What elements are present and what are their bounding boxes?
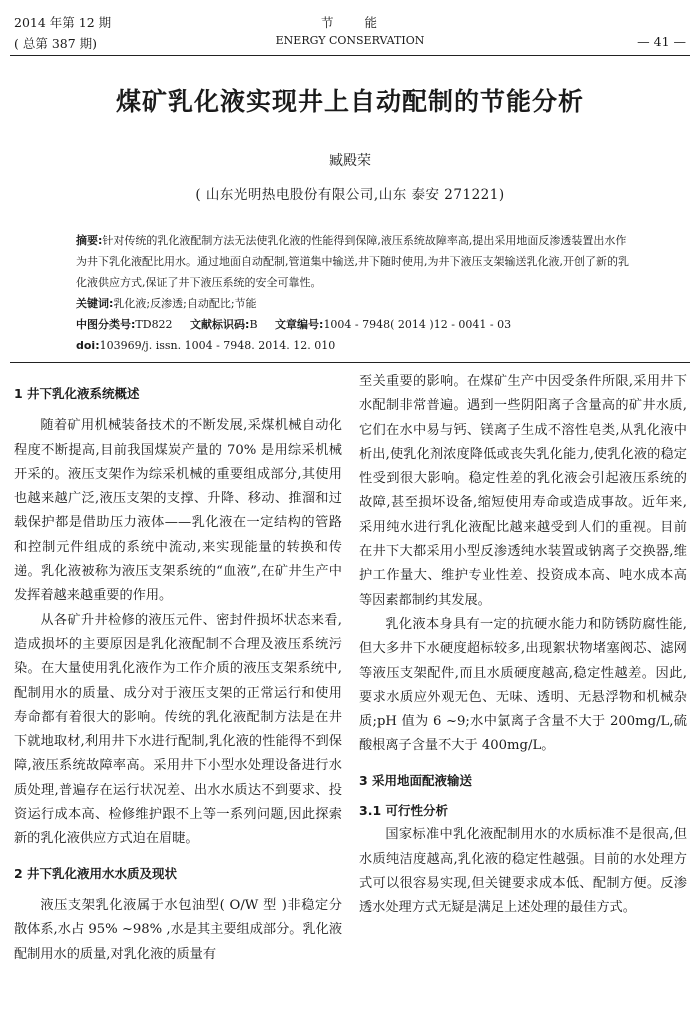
abstract-label: 摘要: bbox=[76, 234, 103, 247]
doccode-label: 文献标识码: bbox=[190, 318, 250, 331]
keywords-label: 关键词: bbox=[76, 297, 114, 310]
journal-name-en: ENERGY CONSERVATION bbox=[275, 34, 425, 47]
doi-line bbox=[76, 335, 632, 356]
body-column-right bbox=[359, 370, 687, 921]
doi-value: 103969/j. issn. 1004 - 7948. 2014. 12. 010 bbox=[99, 339, 336, 352]
articleno-value: 1004 - 7948( 2014 )12 - 0041 - 03 bbox=[323, 318, 512, 331]
section-1-heading: 1 井下乳化液系统概述 bbox=[14, 386, 140, 401]
article-title: 煤矿乳化液实现井上自动配制的节能分析 bbox=[115, 87, 584, 116]
section-3-heading: 3 采用地面配液输送 bbox=[359, 772, 473, 788]
section-3-1-paragraph-1: 国家标准中乳化液配制用水的水质标准不是很高,但水质纯洁度越高,乳化液的稳定性越强。目前的水处理方式可以很容易实现,但关键要求成本低、配制方便。反渗透水处理方式无疑是满足上述处理的最佳方式。 bbox=[359, 827, 687, 916]
section-1-paragraph-1: 随着矿用机械装备技术的不断发展,采煤机械自动化程度不断提高,目前我国煤炭产量的 70% 是用综采机械开采的。液压支架作为综采机械的重要组成部分,其使用也越来越广泛,液压支架的支撑、升降、移动、推溜和过载保护都是借助压力液体——乳化液在一定结构的管路和控制元件组成的系统中流动,来实现能量的转换和传递。乳化液被称为液压支架系统的“血液”,在矿井生产中发挥着越来越重要的作用。 bbox=[14, 418, 342, 604]
section-2-paragraph-1: 液压支架乳化液属于水包油型( O/W 型 )非稳定分散体系,水占 95% ~98% ,水是其主要组成部分。乳化液配制用水的质量,对乳化液的质量有 bbox=[14, 897, 343, 962]
body-column-left bbox=[14, 370, 342, 967]
abstract-text: 针对传统的乳化液配制方法无法使乳化液的性能得到保障,液压系统故障率高,提出采用地面反渗透装置出水作为井下乳化液配比用水。通过地面自动配制,管道集中输送,井下随时使用,为井下液压支架输送乳化液,开创了新的乳化液供应方式,保证了井下液压系统的安全可靠性。 bbox=[76, 234, 629, 289]
keywords-text: 乳化液;反渗透;自动配比;节能 bbox=[113, 297, 257, 310]
keywords bbox=[76, 293, 632, 314]
abstract-rule bbox=[10, 362, 690, 363]
section-2-heading: 2 井下乳化液用水水质及现状 bbox=[14, 865, 178, 881]
section-1-paragraph-2: 从各矿升井检修的液压元件、密封件损坏状态来看,造成损坏的主要原因是乳化液配制不合理及液压系统污染。在大量使用乳化液作为工作介质的液压支架系统中,配制用水的质量、成分对于液压支架的正常运行和使用寿命都有着很大的影响。传统的乳化液配制方法是在井下就地取材,利用井下水进行配制,乳化液的性能得不到保障,液压系统故障率高。采用井下小型水处理设备进行水质处理,普遍存在运行状况差、出水水质达不到要求、投资运行成本高、检修维护跟不上等一系列问题,因此探索新的乳化液供应方式迫在眉睫。 bbox=[14, 612, 342, 847]
clc-value: TD822 bbox=[135, 318, 173, 331]
article-affiliation: ( 山东光明热电股份有限公司,山东 泰安 271221) bbox=[195, 187, 505, 203]
header-rule bbox=[10, 55, 690, 56]
doccode-value: B bbox=[249, 318, 258, 331]
doi-label: doi: bbox=[76, 339, 100, 352]
journal-issue: 2014 年第 12 期 bbox=[14, 15, 112, 30]
journal-total-issue: ( 总第 387 期) bbox=[14, 36, 98, 51]
article-author: 臧殿荣 bbox=[329, 153, 371, 169]
page-number: — 41 — bbox=[637, 34, 686, 49]
journal-name: 节 能 bbox=[320, 15, 379, 30]
articleno-label: 文章编号: bbox=[275, 318, 324, 331]
clc-label: 中图分类号: bbox=[76, 318, 136, 331]
section-2-paragraph-1-continued: 至关重要的影响。在煤矿生产中因受条件所限,采用井下水配制非常普遍。遇到一些阴阳离子含量高的矿井水质,它们在水中易与钙、镁离子生成不溶性皂类,从乳化液中析出,使乳化剂浓度降低或丧失乳化能力,使乳化液的稳定性受到很大影响。稳定性差的乳化液会引起液压系统的故障,甚至损坏设备,缩短使用寿命或造成事故。近年来,采用纯水进行乳化液配比越来越受到人们的重视。目前在井下大都采用小型反渗透纯水装置或钠离子交换器,维护工作量大、维护专业性差、投资成本高、吨水成本高等因素都制约其发展。 bbox=[359, 374, 687, 608]
section-3-1-heading: 3.1 可行性分析 bbox=[359, 803, 448, 819]
abstract bbox=[76, 230, 632, 293]
classification-line bbox=[76, 314, 632, 335]
section-2-paragraph-2: 乳化液本身具有一定的抗硬水能力和防锈防腐性能,但大多井下水硬度超标较多,出现絮状物堵塞阀芯、滤网等液压支架配件,而且水质硬度越高,稳定性越差。因此,要求水质应外观无色、无味、透明、无悬浮物和机械杂质;pH 值为 6 ~9;水中氯离子含量不大于 200mg/L,硫酸根离子含量不大于 400mg/L。 bbox=[359, 616, 687, 754]
